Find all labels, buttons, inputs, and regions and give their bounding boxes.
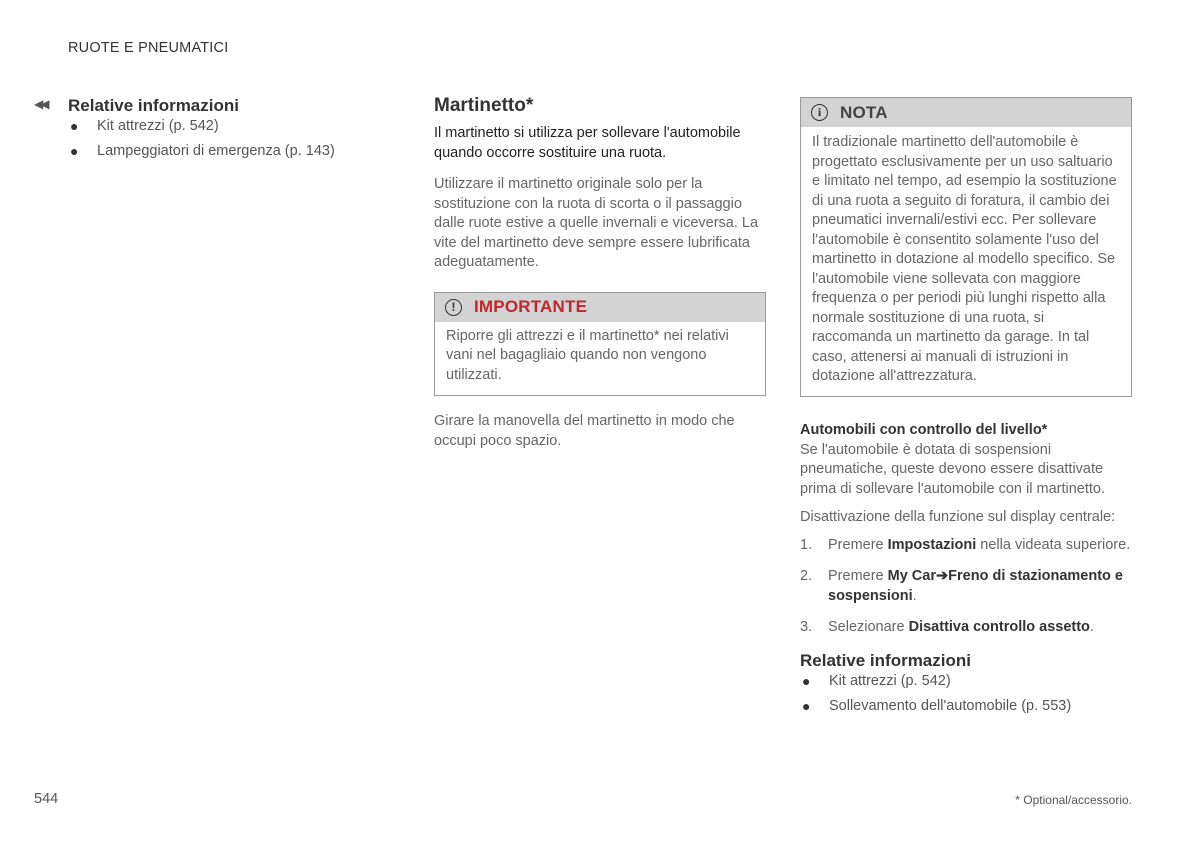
- related-right-list: [800, 671, 1132, 716]
- related-left: [34, 95, 368, 166]
- step-item: 2. Premere My Car➔Freno di stazionamento e sospensioni.: [800, 568, 1123, 604]
- related-left-title: Relative informazioni: [68, 96, 239, 115]
- section-header: RUOTE E PNEUMATICI: [68, 40, 229, 56]
- note-heading: NOTA: [840, 102, 888, 122]
- menu-reference: Impostazioni: [887, 536, 977, 553]
- footnote: * Optional/accessorio.: [1015, 793, 1132, 807]
- bullet-icon: ●: [802, 672, 811, 689]
- important-header: [435, 293, 765, 322]
- body-paragraph: Utilizzare il martinetto originale solo per la sostituzione con la ruota di scorta o il passaggio dalle ruote estive a quelle invernali e viceversa. La vite del martinetto deve sempre essere lubrificata adeguatamente.: [434, 176, 759, 270]
- page-number: 544: [34, 791, 59, 807]
- important-body: Riporre gli attrezzi e il martinetto* nei relativi vani nel bagagliaio quando non vengono utilizzati.: [446, 327, 729, 383]
- double-chevron-left-icon[interactable]: ◀◀: [34, 97, 47, 111]
- main-column: [434, 95, 766, 451]
- body-paragraph: Girare la manovella del martinetto in modo che occupi poco spazio.: [434, 413, 735, 449]
- exclamation-circle-icon: !: [445, 299, 462, 316]
- related-right-title: Relative informazioni: [800, 650, 971, 670]
- related-right: [800, 650, 1132, 716]
- info-circle-icon: i: [811, 104, 828, 121]
- step-item: 3. Selezionare Disattiva controllo assetto.: [800, 619, 1094, 635]
- bullet-icon: ●: [802, 697, 811, 714]
- page-title: Martinetto*: [434, 95, 534, 116]
- list-item[interactable]: ● Sollevamento dell'automobile (p. 553): [802, 697, 1072, 714]
- important-box: [434, 292, 766, 397]
- list-item[interactable]: ● Lampeggiatori di emergenza (p. 143): [70, 143, 335, 159]
- body-paragraph: Se l'automobile è dotata di sospensioni pneumatiche, queste devono essere disattivate prima di sollevare l'automobile con il martinetto.: [800, 441, 1105, 497]
- step-item: 1. Premere Impostazioni nella videata superiore.: [800, 536, 1131, 553]
- menu-reference: My Car: [887, 568, 936, 584]
- steps-list: [800, 536, 1132, 638]
- body-paragraph: Disattivazione della funzione sul display centrale:: [800, 509, 1116, 525]
- arrow-right-icon: ➔: [936, 568, 949, 584]
- bullet-icon: ●: [70, 118, 79, 134]
- lead-paragraph: Il martinetto si utilizza per sollevare l'automobile quando occorre sostituire una ruota.: [434, 125, 741, 161]
- note-box: [800, 97, 1132, 397]
- menu-reference: Freno di stazionamento e sospensioni: [828, 568, 1123, 604]
- related-left-list: [68, 116, 368, 161]
- list-item[interactable]: ● Kit attrezzi (p. 542): [802, 672, 951, 689]
- right-column: [800, 97, 1132, 721]
- note-body: Il tradizionale martinetto dell'automobile è progettato esclusivamente per un uso saltuario e limitato nel tempo, ad esempio la sostituzione di una ruota a seguito di foratura, il cambio dei pneumatici invernali/estivi ecc. Per sollevare l'automobile è consentito solamente l'uso del martinetto in dotazione al modello specifico. Se l'automobile viene sollevata con maggiore frequenza o per periodi più lunghi rispetto alla normale sostituzione di una ruota, si raccomanda un martinetto da garage. In tal caso, attenersi ai manuali di istruzioni in dotazione all'attrezzatura.: [812, 134, 1117, 384]
- bullet-icon: ●: [70, 143, 79, 159]
- important-heading: IMPORTANTE: [474, 297, 588, 316]
- note-header: [801, 98, 1131, 127]
- menu-reference: Disattiva controllo assetto: [908, 619, 1090, 635]
- subheading: Automobili con controllo del livello*: [800, 421, 1048, 438]
- list-item[interactable]: ● Kit attrezzi (p. 542): [70, 118, 219, 134]
